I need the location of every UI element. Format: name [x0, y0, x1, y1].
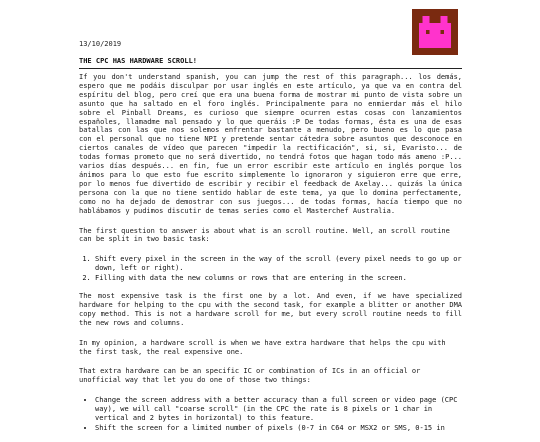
- post-date: 13/10/2019: [79, 40, 122, 48]
- list-item: • Change the screen address with a better accuracy than a full screen or video page (CPC way), we will call "coarse scroll" (in the CPC the rate is 8 pixels or 1 char in vertical and 2 bytes in horizontal) to this feature.: [95, 396, 462, 423]
- opinion-paragraph: In my opinion, a hardware scroll is when we have extra hardware that helps the cpu with the first task, the real expensive one.: [79, 338, 446, 356]
- title-divider: [79, 68, 462, 69]
- things-list: [79, 396, 462, 433]
- list-item: 1. Shift every pixel in the screen in the way of the scroll (every pixel needs to go up or down, left or right).: [95, 255, 462, 273]
- blog-post: [79, 40, 462, 442]
- expensive-paragraph: The most expensive task is the first one by a lot. And even, if we have specialized hardware for helping to the cpu with the second task, for example a blitter or another DMA copy method. This is not a hardware scroll for me, but every scroll routine needs to fill the new rows and columns.: [79, 292, 462, 327]
- extra-hardware-paragraph: That extra hardware can be an specific IC or combination of ICs in an official or unofficial way that let you do one of those two things:: [79, 367, 421, 385]
- intro-paragraph: If you don't understand spanish, you can jump the rest of this paragraph... los demás, espero que me podáis disculpar por usar inglés en este artículo, ya que va en contra del espíritu del blog, pero creí que era una buena forma de mostrar mi punto de vista sobre un asunto que ha saltado en el foro inglés. Principalmente para no enmierdar más el hilo sobre el Pinball Dreams, es curioso que siempre ocurren estas cosas con lanzamientos españoles, llamadme mal pensado y lo que queráis :P De todas formas, ésta es una de esas batallas con las que nos solemos enfrentar bastante a menudo, pero bueno es lo que pasa con el personal que no tiene NPI y pretende sentar cátedra sobre asuntos que desconoce en ciertos canales de vídeo que parecen "impedir la rectificación", si, si, Evaristo... de todas formas prometo que no será divertido, no tendrá fotos que hagan todo más ameno :P... varios días después... en fin, fue un error escribir este artículo en inglés porque los ánimos para lo que esto fue escrito simplemente lo ignoraron y siguieron erre que erre, por lo menos fue divertido de escribir y recibir el feedback de Axelay... quizás la única persona con la que no tiene sentido hablar de este tema, ya que lo domina perfectamente, como no ha dejado de demostrar con sus juegos... de todas formas, hacía tiempo que no hablábamos y pudimos discutir de temas series como el Masterchef Australia.: [79, 73, 462, 215]
- list-item: 2. Filling with data the new columns or rows that are entering in the screen.: [95, 274, 462, 283]
- question-paragraph: The first question to answer is about what is an scroll routine. Well, an scroll routine can be split in two basic task:: [79, 226, 450, 244]
- post-title: THE CPC HAS HARDWARE SCROLL!: [79, 57, 198, 65]
- list-item: • Shift the screen for a limited number of pixels (0-7 in C64 or MSX2 or SMS, 0-15 in: [95, 424, 462, 433]
- tasks-list: [79, 255, 462, 283]
